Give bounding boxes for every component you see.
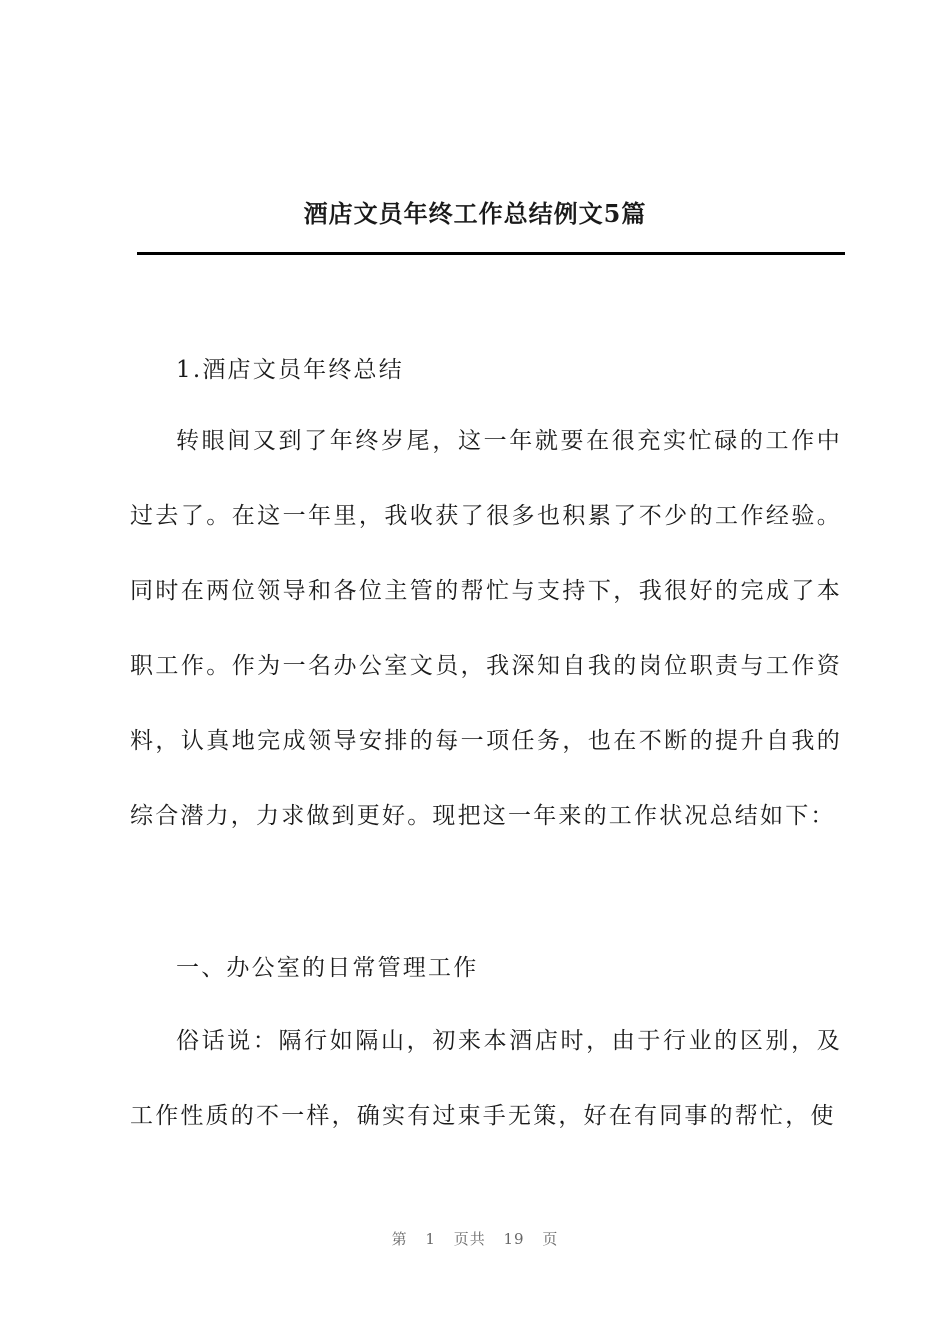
footer-current-page: 1 bbox=[425, 1230, 436, 1248]
page-footer bbox=[0, 1228, 950, 1249]
title-underline bbox=[137, 252, 845, 255]
paragraph-2 bbox=[130, 1004, 842, 1154]
paragraph-1-text: 转眼间又到了年终岁尾，这一年就要在很充实忙碌的工作中过去了。在这一年里，我收获了很多也积累了不少的工作经验。同时在两位领导和各位主管的帮忙与支持下，我很好的完成了本职工作。作为一名办公室文员，我深知自我的岗位职责与工作资料，认真地完成领导安排的每一项任务，也在不断的提升自我的综合潜力，力求做到更好。现把这一年来的工作状况总结如下： bbox=[130, 428, 842, 829]
section-heading-1: 1.酒店文员年终总结 bbox=[176, 357, 404, 383]
paragraph-2-text: 俗话说：隔行如隔山，初来本酒店时，由于行业的区别，及工作性质的不一样，确实有过束手无策，好在有同事的帮忙，使 bbox=[130, 1028, 842, 1129]
footer-prefix: 第 bbox=[391, 1230, 408, 1248]
document-title: 酒店文员年终工作总结例文5篇 bbox=[303, 199, 647, 228]
section-heading-2: 一、办公室的日常管理工作 bbox=[176, 955, 479, 981]
footer-middle: 页共 bbox=[453, 1230, 486, 1248]
paragraph-1 bbox=[130, 404, 842, 854]
footer-total-pages: 19 bbox=[503, 1230, 525, 1248]
footer-suffix: 页 bbox=[542, 1230, 559, 1248]
